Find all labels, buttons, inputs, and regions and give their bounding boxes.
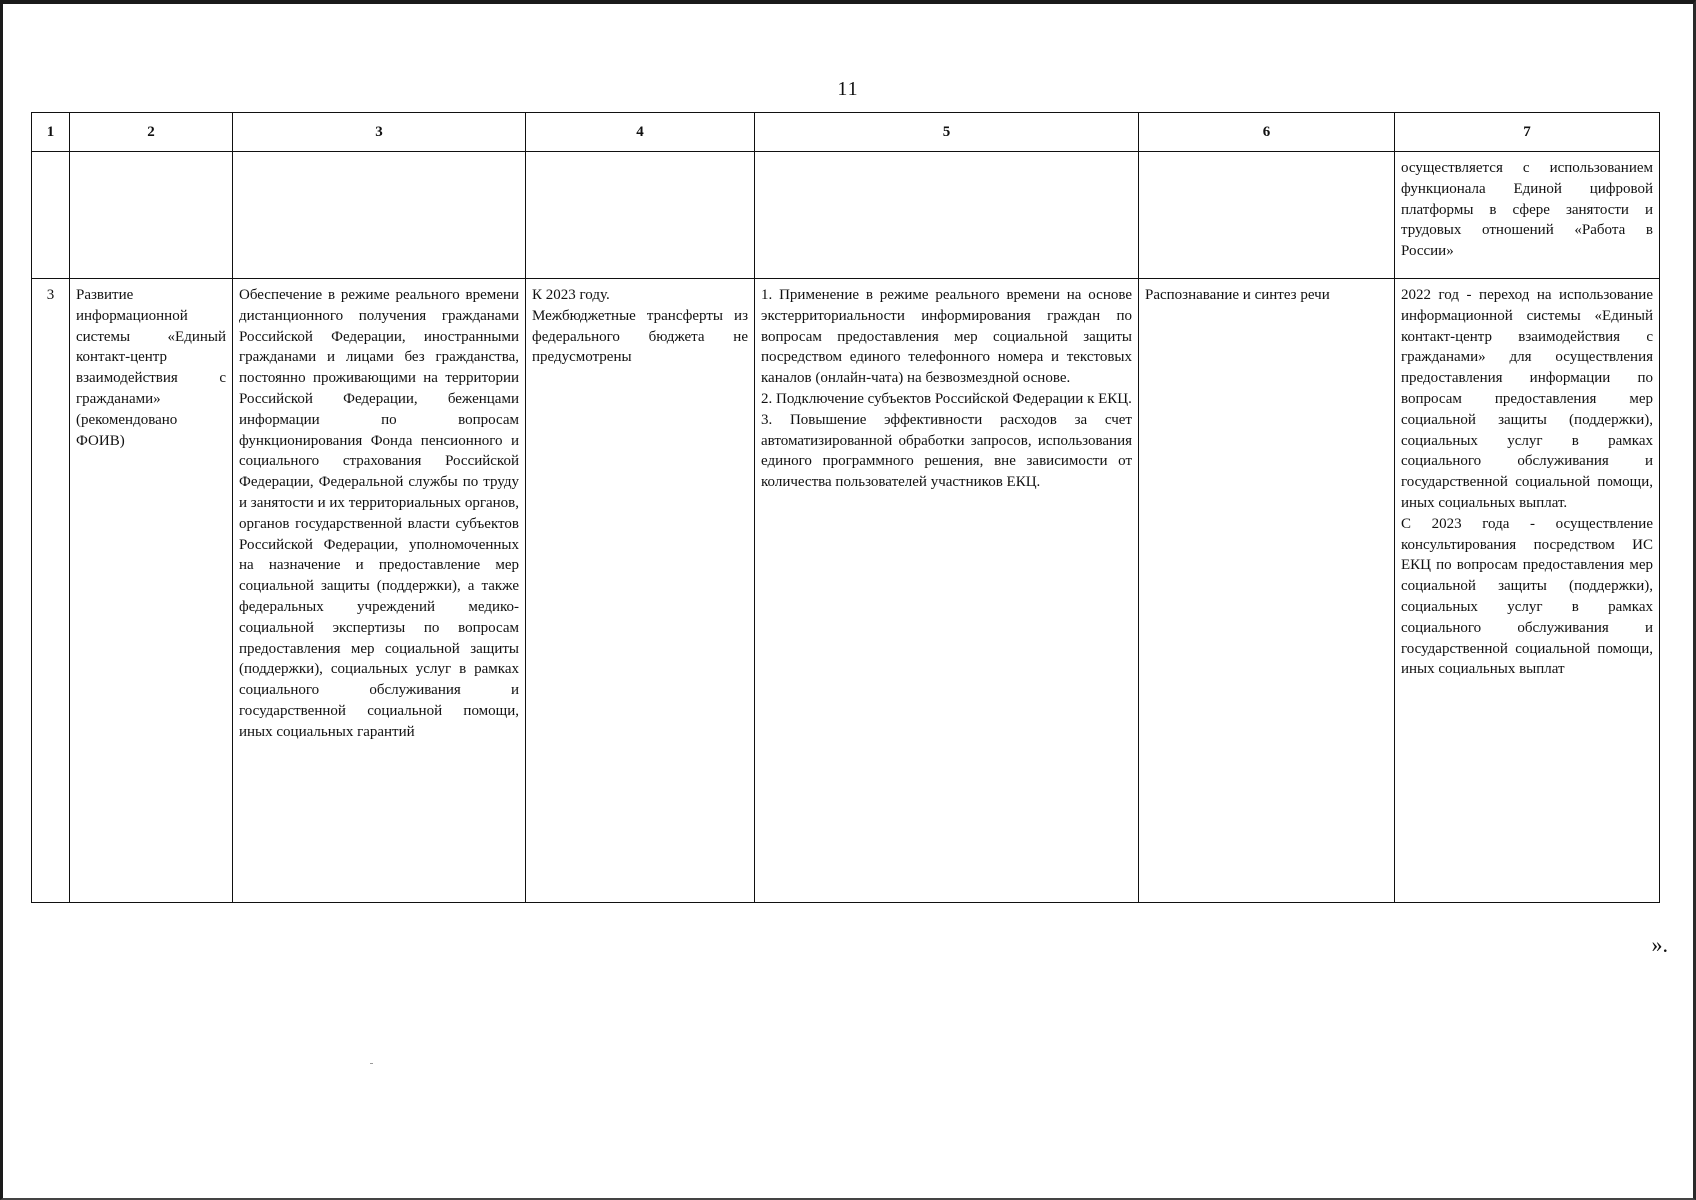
table-header-row <box>32 113 1660 152</box>
effect-item: 1. Применение в режиме реального времени на основе экстерриториальности информирования граждан по вопросам предоставления мер социальной защиты посредством единого телефонного номера и текстовых каналов (онлайн-чата) на безвозмездной основе. <box>761 287 1132 387</box>
funding-line: Межбюджетные трансферты из федерального бюджета не предусмотрены <box>532 307 748 366</box>
header-col-3: 3 <box>233 113 526 152</box>
continuation-cell-3 <box>233 152 526 279</box>
header-col-7: 7 <box>1395 113 1660 152</box>
timeline-item: 2022 год - переход на использование информационной системы «Единый контакт-центр взаимодействия с гражданами» для осуществления предоставления информации по вопросам предоставления мер социальной защиты (поддержки), социальных услуг в рамках социального обслуживания и государственной социальной помощи, иных социальных выплат. <box>1401 287 1653 511</box>
measure-goal: Обеспечение в режиме реального времени дистанционного получения гражданами Российской Федерации, иностранными гражданами и лицами без гражданства, постоянно проживающими на территории Российской Федерации, беженцами информации по вопросам функционирования Фонда пенсионного и социального страхования Российской Федерации, Федеральной службы по труду и занятости и их территориальных органов, органов государственной власти субъектов Российской Федерации, уполномоченных на назначение и предоставление мер социальной защиты (поддержки), а также федеральных учреждений медико-социальной экспертизы по вопросам предоставления мер социальной защиты (поддержки), социальных услуг в рамках социального обслуживания и государственной социальной помощи, иных социальных гарантий <box>233 279 526 903</box>
measure-name: Развитие информационной системы «Единый контакт-центр взаимодействия с гражданами» (рекомендовано ФОИВ) <box>70 279 233 903</box>
header-col-4: 4 <box>526 113 755 152</box>
continuation-cell-6 <box>1139 152 1395 279</box>
measure-effects <box>755 279 1139 903</box>
continuation-row <box>32 152 1660 279</box>
timeline-item: С 2023 года - осуществление консультирования посредством ИС ЕКЦ по вопросам предоставления мер социальной защиты (поддержки), социальных услуг в рамках социального обслуживания и государственной социальной помощи, иных социальных выплат <box>1401 515 1653 678</box>
effect-item: 2. Подключение субъектов Российской Федерации к ЕКЦ. <box>761 390 1132 407</box>
continuation-cell-2 <box>70 152 233 279</box>
continuation-cell-7: осуществляется с использованием функционала Единой цифровой платформы в сфере занятости и трудовых отношений «Работа в России» <box>1395 152 1660 279</box>
effect-item: 3. Повышение эффективности расходов за счет автоматизированной обработки запросов, использования единого программного решения, вне зависимости от количества пользователей участников ЕКЦ. <box>761 411 1132 491</box>
header-col-2: 2 <box>70 113 233 152</box>
measures-table <box>31 112 1660 903</box>
continuation-cell-1 <box>32 152 70 279</box>
table-row <box>32 279 1660 903</box>
continuation-cell-5 <box>755 152 1139 279</box>
scan-speck <box>370 1063 373 1064</box>
page-number: 11 <box>837 78 859 100</box>
header-col-5: 5 <box>755 113 1139 152</box>
continuation-cell-4 <box>526 152 755 279</box>
header-col-6: 6 <box>1139 113 1395 152</box>
measure-technology: Распознавание и синтез речи <box>1139 279 1395 903</box>
closing-quote-mark: ». <box>1651 932 1668 957</box>
measure-timeline <box>1395 279 1660 903</box>
measure-funding <box>526 279 755 903</box>
row-number: 3 <box>32 279 70 903</box>
header-col-1: 1 <box>32 113 70 152</box>
funding-line: К 2023 году. <box>532 287 610 303</box>
